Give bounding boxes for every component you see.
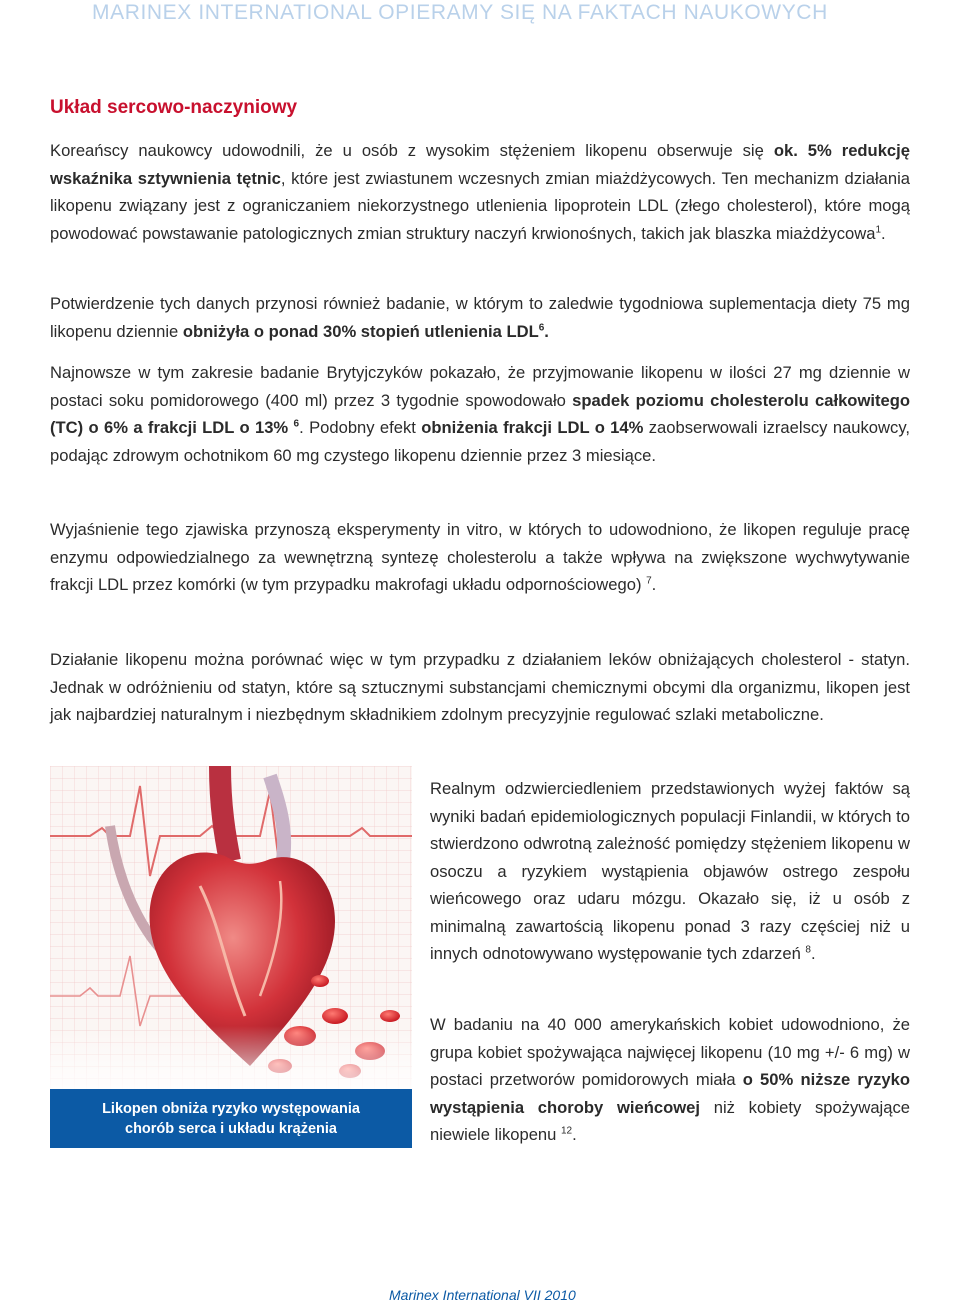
highlight-cholesterol-drop: spadek poziomu cholesterolu całkowitego (TC) o 6% a frakcji LDL o 13% $^6$ [50,390,910,437]
paragraph-american-women-study: W badaniu na 40 000 amerykańskich kobiet udowodniono, że grupa kobiet spożywająca najwięcej likopenu (10 mg +/- 6 mg) w postaci przetworów pomidorowych miała o 50% niższe ryzyko wystąpienia choroby wieńcowej niż kobiety spożywające niewiele likopenu $^{12}$. [430,1015,910,1144]
reference-mark: 1 [875,223,882,235]
page-header: MARINEX INTERNATIONAL OPIERAMY SIĘ NA FAKTACH NAUKOWYCH [92,1,828,24]
paragraph-statins: Działanie likopenu można porównać więc w tym przypadku z działaniem leków obniżających cholesterol - statyn. Jednak w odróżnieniu od statyn, które są sztucznymi substancjami chemicznymi obcymi dla organizmu, likopen jest jak najbardziej naturalnym i niezbędnym składnikiem zdolnym precyzyjnie regulować szlaki metaboliczne. [50,650,910,724]
highlight-ldl-oxidation: obniżyła o ponad 30% stopień utlenienia LDL$^6$. [182,321,549,341]
blood-cell [311,975,329,987]
caption-line-1: Likopen obniża ryzyko występowania [102,1100,360,1117]
reference-mark: 7 [646,575,652,587]
highlight-coronary-risk: o 50% niższe ryzyko wystąpienia choroby wieńcowej [430,1070,910,1117]
paragraph-british-study: Najnowsze w tym zakresie badanie Brytyjczyków pokazało, że przyjmowanie likopenu w ilości 27 mg dziennie w postaci soku pomidorowego (400 ml) przez 3 tygodnie spowodowało spadek poziomu cholesterolu całkowitego (TC) o 6% a frakcji LDL o 13% $^6$. Podobny efekt obniżenia frakcji LDL o 14% zaobserwowali izraelscy naukowcy, podając zdrowym ochotnikom 60 mg czystego likopenu dziennie przez 3 miesiące. [50,363,910,465]
heart-illustration [50,766,412,1148]
image-fade [50,1026,412,1089]
paragraph-in-vitro: Wyjaśnienie tego zjawiska przynoszą eksperymenty in vitro, w których to udowodniono, że likopen reguluje pracę enzymu odpowiedzialnego za wewnętrzną syntezę cholesterolu a także wpływa na zwiększone wychwytywanie frakcji LDL przez komórki (w tym przypadku makrofagi układu odpornościowego) $^7$. [50,520,910,594]
reference-mark: 6 [293,418,300,430]
vessel-top [220,766,230,861]
paragraph-finland-study: Realnym odzwierciedleniem przedstawionych wyżej faktów są wyniki badań epidemiologicznych populacji Finlandii, w których to stwierdzono odwrotną zależność pomiędzy stężeniem likopenu w osoczu a ryzykiem wystąpienia objawów ostrego zespołu wieńcowego oraz udaru mózgu. Okazało się, iż u osób z minimalną zawartością likopenu ponad 3 razy częściej niż u innych odnotowywano występowanie tych zdarzeń $^8$. [430,779,910,963]
paragraph-korean-study: Koreańscy naukowcy udowodnili, że u osób z wysokim stężeniem likopenu obserwuje się ok. 5% redukcję wskaźnika sztywnienia tętnic, które jest zwiastunem wczesnych zmian miażdżycowych. Ten mechanizm działania likopenu związany jest z ograniczaniem niekorzystnego utlenienia lipoprotein LDL (złego cholesterol), które mogą powodować powstawanie patologicznych zmian struktury naczyń krwionośnych, takich jak blaszka miażdżycowa$^1$. [50,141,911,243]
caption-line-2: chorób serca i układu krążenia [125,1120,337,1137]
section-title: Układ sercowo-naczyniowy [50,97,298,118]
highlight-ldl-drop: obniżenia frakcji LDL o 14% [421,418,644,437]
reference-mark: 6 [538,321,545,333]
reference-mark: 8 [805,944,811,956]
figure-caption [50,1089,412,1148]
paragraph-ldl-oxidation: Potwierdzenie tych danych przynosi również badanie, w którym to zaledwie tygodniowa suplementacja diety 75 mg likopenu dziennie obniżyła o ponad 30% stopień utlenienia LDL$^6$. [50,294,910,341]
heart-image [50,766,412,1089]
page-footer: Marinex International VII 2010 [389,1287,576,1303]
blood-cell [322,1008,348,1024]
blood-cell [380,1010,400,1022]
reference-mark: 12 [561,1125,573,1137]
highlight-arterial-stiffness: ok. 5% redukcję wskaźnika sztywnienia tętnic [50,141,910,188]
